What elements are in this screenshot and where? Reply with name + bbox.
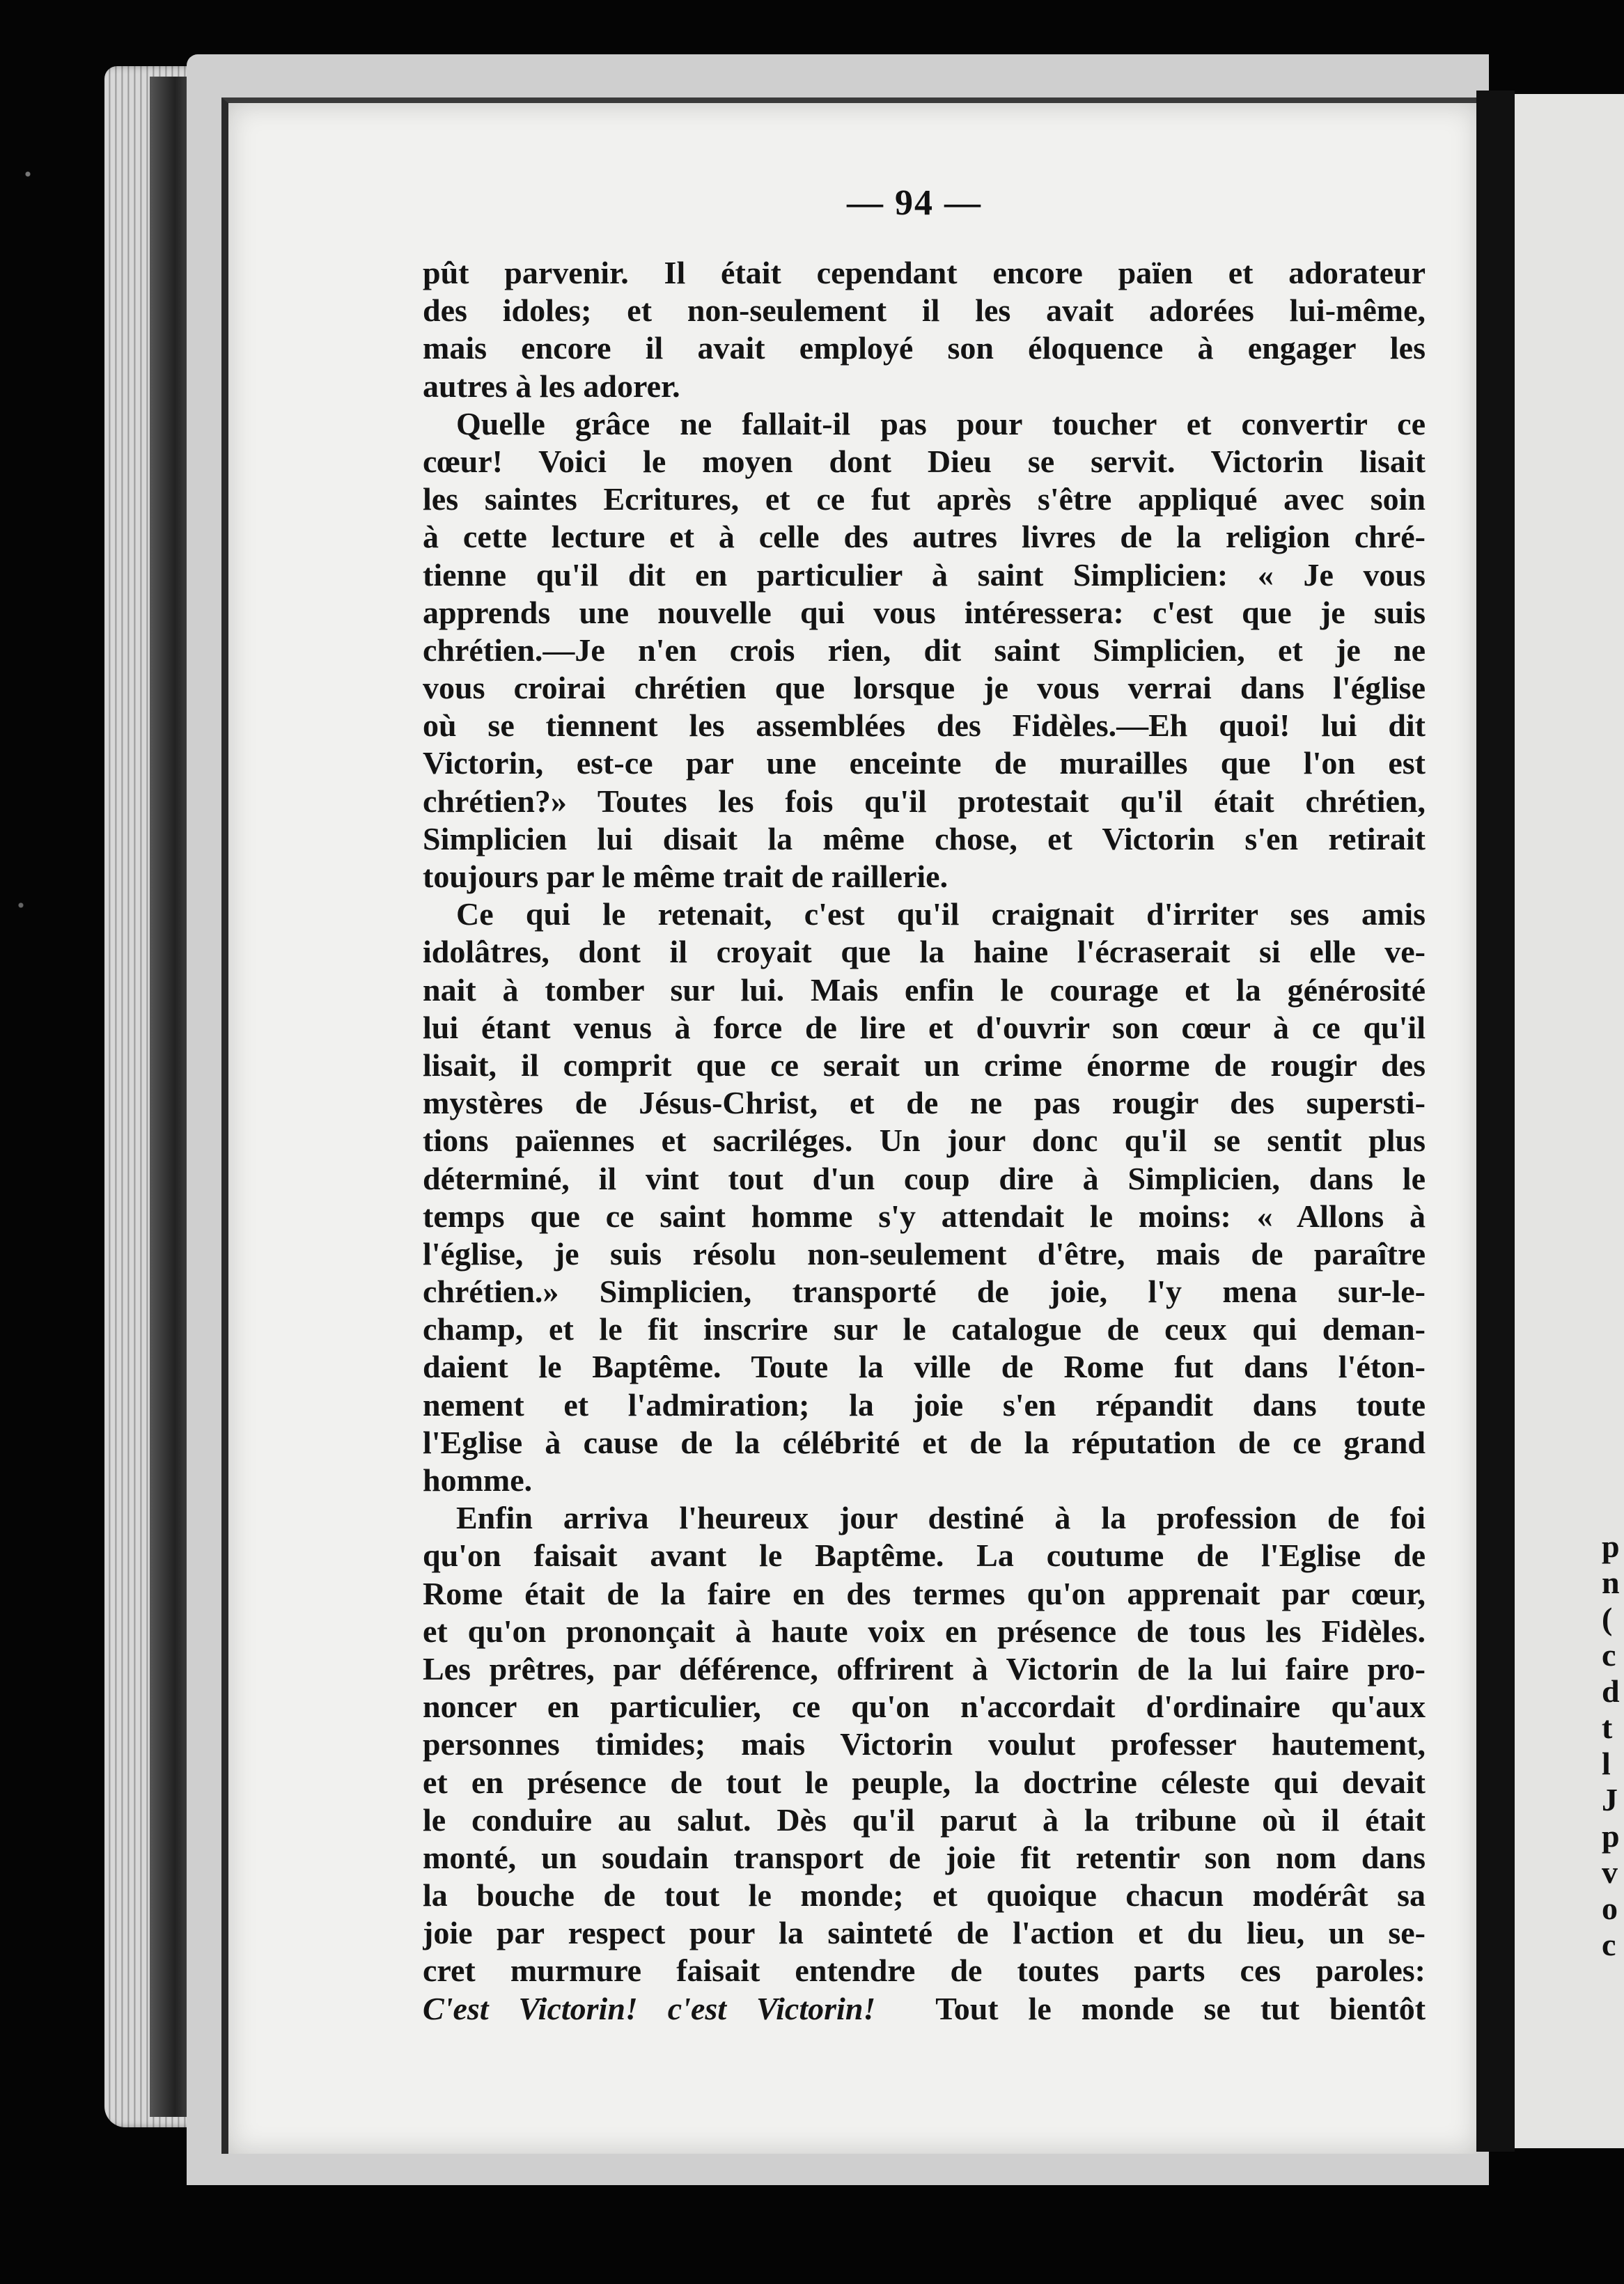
adjacent-page-letter: p	[1602, 1818, 1620, 1854]
text-line: apprends une nouvelle qui vous intéressera: c'est que je suis	[423, 594, 1426, 630]
page-gutter	[1476, 91, 1515, 2152]
adjacent-page-letter: n	[1602, 1565, 1620, 1600]
text-line-final	[423, 1990, 1426, 2028]
adjacent-page-letter: c	[1602, 1637, 1616, 1673]
text-line: pût parvenir. Il était cependant encore païen et adorateur	[423, 255, 1426, 290]
text-line: l'église, je suis résolu non-seulement d'être, mais de paraître	[423, 1235, 1426, 1272]
text-line: daient le Baptême. Toute la ville de Rome fut dans l'éton-	[423, 1349, 1426, 1385]
text-line: personnes timides; mais Victorin voulut professer hautement,	[423, 1726, 1426, 1762]
text-line: mais encore il avait employé son éloquence à engager les	[423, 330, 1426, 366]
text-line: champ, et le fit inscrire sur le catalogue de ceux qui deman-	[423, 1311, 1426, 1347]
page-number: — 94 —	[847, 183, 982, 223]
text-line: Les prêtres, par déférence, offrirent à Victorin de la lui faire pro-	[423, 1650, 1426, 1687]
text-line: lui étant venus à force de lire et d'ouvrir son cœur à ce qu'il	[423, 1009, 1426, 1045]
body-text	[423, 178, 1426, 2028]
adjacent-page-letter: l	[1602, 1746, 1611, 1781]
text-line: Quelle grâce ne fallait-il pas pour toucher et convertir ce	[456, 405, 1426, 441]
text-line: les saintes Ecritures, et ce fut après s'être appliqué avec soin	[423, 481, 1426, 517]
adjacent-page-letter: (	[1602, 1601, 1613, 1636]
adjacent-page-letter: d	[1602, 1673, 1620, 1709]
adjacent-page-letter: t	[1602, 1710, 1613, 1745]
text-line: nement et l'admiration; la joie s'en répandit dans toute	[423, 1386, 1426, 1423]
final-line-rest: Tout le monde se tut bientôt	[935, 1990, 1426, 2026]
text-line: toujours par le même trait de raillerie.	[423, 859, 948, 894]
text-line: joie par respect pour la sainteté de l'action et du lieu, un se-	[423, 1915, 1426, 1951]
text-line: et en présence de tout le peuple, la doctrine céleste qui devait	[423, 1764, 1426, 1800]
adjacent-page-letter: c	[1602, 1927, 1616, 1962]
text-line: cret murmure faisait entendre de toutes parts ces paroles:	[423, 1953, 1426, 1989]
text-line: des idoles; et non-seulement il les avait adorées lui-même,	[423, 292, 1426, 329]
text-line: autres à les adorer.	[423, 368, 680, 404]
italic-exclamation: C'est Victorin! c'est Victorin!	[423, 1990, 876, 2026]
text-line: vous croirai chrétien que lorsque je vous verrai dans l'église	[423, 670, 1426, 706]
text-line: lisait, il comprit que ce serait un crime énorme de rougir des	[423, 1047, 1426, 1083]
text-line: Enfin arriva l'heureux jour destiné à la profession de foi	[456, 1500, 1426, 1536]
text-line: chrétien?» Toutes les fois qu'il protestait qu'il était chrétien,	[423, 783, 1426, 819]
text-line: la bouche de tout le monde; et quoique chacun modérât sa	[423, 1877, 1426, 1914]
text-line: Rome était de la faire en des termes qu'on apprenait par cœur,	[423, 1575, 1426, 1611]
text-line: chrétien.» Simplicien, transporté de joie, l'y mena sur-le-	[423, 1274, 1426, 1310]
text-line: homme.	[423, 1462, 533, 1498]
adjacent-page-letter: o	[1602, 1891, 1618, 1926]
adjacent-page-letter: J	[1602, 1782, 1618, 1817]
adjacent-page-letters	[1602, 1528, 1620, 1963]
text-line: nait à tomber sur lui. Mais enfin le courage et la générosité	[423, 971, 1426, 1008]
text-line: idolâtres, dont il croyait que la haine l'écraserait si elle ve-	[423, 934, 1426, 970]
text-line: chrétien.—Je n'en crois rien, dit saint Simplicien, et je ne	[423, 632, 1426, 668]
text-line: temps que ce saint homme s'y attendait le moins: « Allons à	[423, 1198, 1426, 1234]
text-line: qu'on faisait avant le Baptême. La coutume de l'Eglise de	[423, 1538, 1426, 1574]
text-line: tienne qu'il dit en particulier à saint Simplicien: « Je vous	[423, 556, 1426, 593]
text-line: Ce qui le retenait, c'est qu'il craignait d'irriter ses amis	[456, 896, 1426, 932]
book-spine-shadow	[150, 77, 192, 2117]
text-line: cœur! Voici le moyen dont Dieu se servit. Victorin lisait	[423, 443, 1426, 479]
text-line: le conduire au salut. Dès qu'il parut à la tribune où il était	[423, 1801, 1426, 1838]
text-line: déterminé, il vint tout d'un coup dire à Simplicien, dans le	[423, 1160, 1426, 1196]
text-line: l'Eglise à cause de la célébrité et de la réputation de ce grand	[423, 1424, 1426, 1460]
text-line: Victorin, est-ce par une enceinte de murailles que l'on est	[423, 745, 1426, 781]
adjacent-page-letter: v	[1602, 1854, 1618, 1890]
text-line: à cette lecture et à celle des autres livres de la religion chré-	[423, 519, 1426, 555]
text-line: Simplicien lui disait la même chose, et Victorin s'en retirait	[423, 820, 1426, 856]
adjacent-page-letter: p	[1602, 1528, 1620, 1564]
text-line: monté, un soudain transport de joie fit retentir son nom dans	[423, 1839, 1426, 1875]
text-line: et qu'on prononçait à haute voix en présence de tous les Fidèles.	[423, 1613, 1426, 1649]
text-line: noncer en particulier, ce qu'on n'accordait d'ordinaire qu'aux	[423, 1689, 1426, 1725]
text-line: mystères de Jésus-Christ, et de ne pas rougir des supersti-	[423, 1085, 1426, 1121]
text-line: tions païennes et sacriléges. Un jour donc qu'il se sentit plus	[423, 1123, 1426, 1159]
text-line: où se tiennent les assemblées des Fidèles.—Eh quoi! lui dit	[423, 707, 1426, 744]
